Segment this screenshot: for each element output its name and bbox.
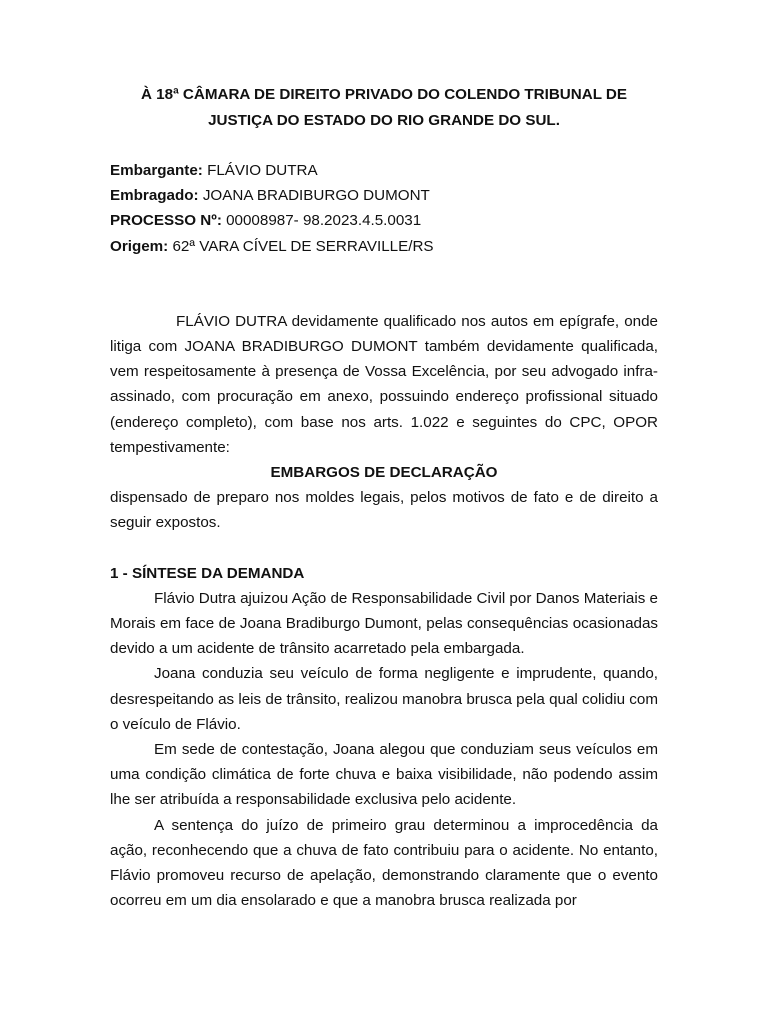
intro-paragraph: FLÁVIO DUTRA devidamente qualificado nos autos em epígrafe, onde litiga com JOANA BRADIBURGO DUMONT também devidamente qualificada, vem respeitosamente à presença de Vossa Excelência, por seu advogado infra-assinado, com procuração em anexo, possuindo endereço profissional situado (endereço completo), com base nos arts. 1.022 e seguintes do CPC, OPOR tempestivamente: (110, 312, 658, 456)
origem-row (110, 234, 658, 259)
section-1-paragraph-2: Joana conduzia seu veículo de forma negligente e imprudente, quando, desrespeitando as leis de trânsito, realizou manobra brusca pela qual colidiu com o veículo de Flávio. (110, 665, 658, 733)
origem-label: Origem: (110, 237, 169, 255)
embargos-heading: EMBARGOS DE DECLARAÇÃO (270, 464, 498, 482)
origem-value: 62ª VARA CÍVEL DE SERRAVILLE/RS (168, 237, 434, 255)
processo-label: PROCESSO Nº: (110, 212, 222, 230)
embargante-label: Embargante: (110, 162, 203, 179)
processo-row (110, 208, 658, 233)
document-title-line-1: À 18ª CÂMARA DE DIREITO PRIVADO DO COLENDO TRIBUNAL DE (140, 86, 628, 103)
embargado-value: JOANA BRADIBURGO DUMONT (198, 187, 430, 205)
intro-continuation: dispensado de preparo nos moldes legais, pelos motivos de fato e de direito a seguir expostos. (110, 489, 658, 532)
embargante-value: FLÁVIO DUTRA (202, 162, 318, 179)
embargante-row (110, 158, 658, 183)
document-page (110, 82, 658, 913)
embargado-row (110, 183, 658, 208)
section-1-paragraph-4: A sentença do juízo de primeiro grau determinou a improcedência da ação, reconhecendo que a chuva de fato contribuiu para o acidente. No entanto, Flávio promoveu recurso de apelação, demonstrando claramente que o evento ocorreu em um dia ensolarado e que a manobra brusca realizada por (110, 816, 658, 910)
embargado-label: Embragado: (110, 187, 199, 205)
section-1-paragraph-3: Em sede de contestação, Joana alegou que conduziam seus veículos em uma condição climática de forte chuva e baixa visibilidade, não podendo assim lhe ser atribuída a responsabilidade exclusiva pelo acidente. (110, 741, 658, 809)
section-1-heading: 1 - SÍNTESE DA DEMANDA (110, 564, 305, 582)
processo-value: 00008987- 98.2023.4.5.0031 (221, 212, 422, 230)
section-1-paragraph-1: Flávio Dutra ajuizou Ação de Responsabilidade Civil por Danos Materiais e Morais em face de Joana Bradiburgo Dumont, pelas consequências ocasionadas devido a um acidente de trânsito acarretado pela embargada. (110, 589, 658, 658)
case-metadata (110, 158, 658, 259)
document-title-line-2: JUSTIÇA DO ESTADO DO RIO GRANDE DO SUL. (208, 111, 560, 129)
